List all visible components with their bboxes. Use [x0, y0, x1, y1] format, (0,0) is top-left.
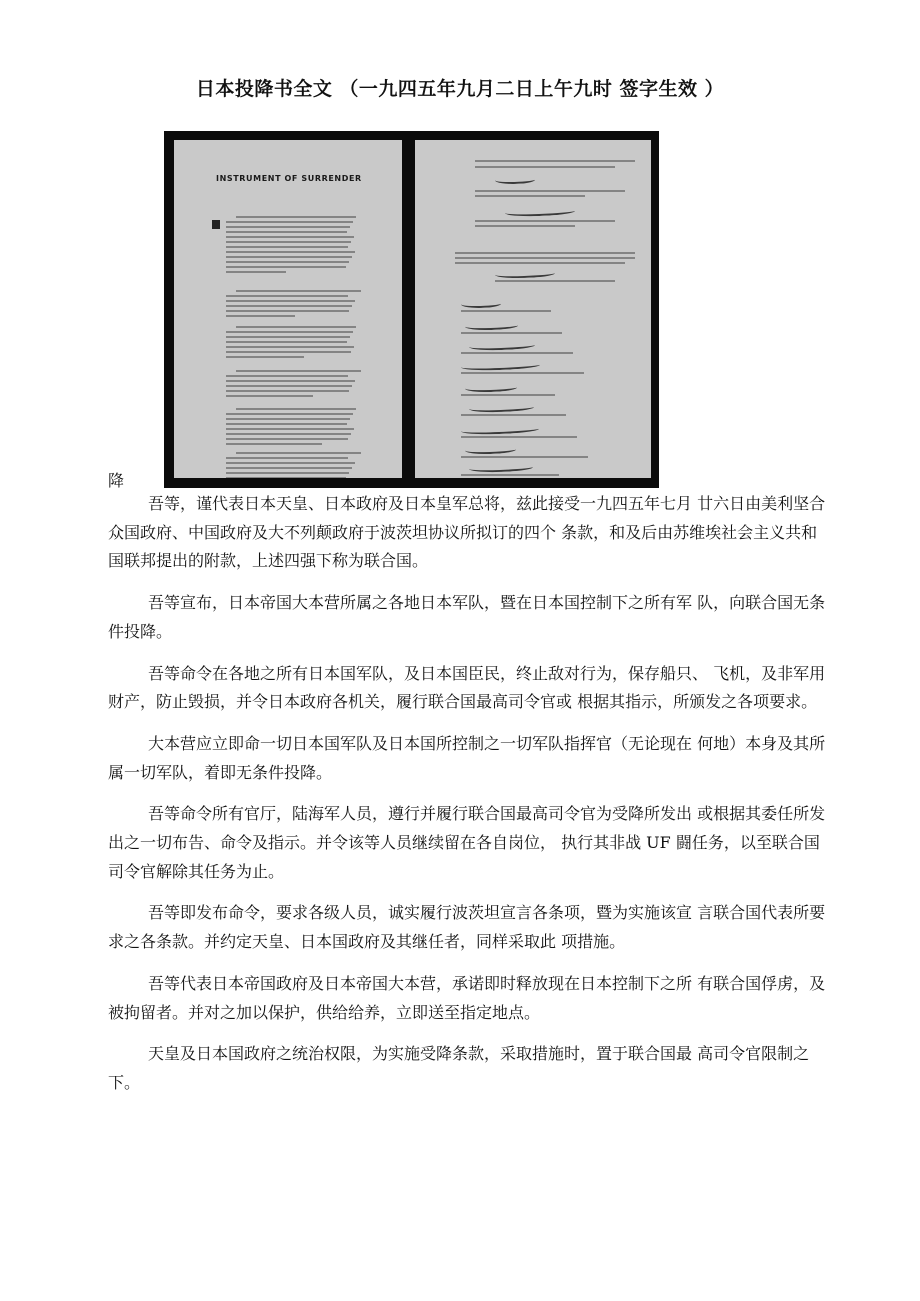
signature-mark: [465, 383, 517, 394]
photo-text-line: [226, 472, 349, 474]
photo-text-line: [226, 251, 355, 253]
photo-text-line: [475, 160, 635, 162]
photo-text-line: [455, 252, 635, 254]
signature-mark: [469, 340, 535, 351]
photo-text-line: [226, 310, 349, 312]
surrender-document-photo: [164, 131, 659, 488]
paragraph: 天皇及日本国政府之统治权限，为实施受降条款，采取措施时，置于联合国最 高司令官限制之下。: [108, 1044, 810, 1092]
photo-left-page: [174, 140, 402, 478]
photo-text-line: [455, 257, 635, 259]
photo-text-line: [226, 443, 322, 445]
photo-text-line: [461, 436, 577, 438]
document-title: 日本投降书全文 （一九四五年九月二日上午九时 签字生效 ）: [195, 78, 725, 100]
photo-text-line: [226, 351, 351, 353]
photo-text-line: [226, 246, 348, 248]
paragraph: 吾等命令所有官厅，陆海军人员，遵行并履行联合国最高司令官为受降所发出 或根据其委任所发出之一切布告、命令及指示。并令该等人员继续留在各自岗位， 执行其非战 UF 闘任务，以至联合国司令官解除其任务为止。: [108, 804, 826, 881]
photo-text-line: [226, 295, 348, 297]
photo-text-line: [226, 380, 355, 382]
photo-text-line: [226, 438, 348, 440]
photo-text-line: [226, 428, 354, 430]
paragraph: 大本营应立即命一切日本国军队及日本国所控制之一切军队指挥官（无论现在 何地）本身及其所属一切军队，着即无条件投降。: [108, 733, 826, 782]
photo-text-line: [475, 166, 615, 168]
photo-text-line: [461, 352, 573, 354]
photo-text-line: [226, 433, 351, 435]
photo-text-line: [461, 394, 555, 396]
photo-text-line: [226, 221, 353, 223]
photo-text-line: [461, 414, 566, 416]
photo-text-line: [226, 413, 353, 415]
photo-text-line: [226, 341, 347, 343]
signature-mark: [469, 462, 533, 473]
photo-text-line: [495, 280, 615, 282]
photo-text-line: [236, 290, 361, 292]
photo-text-line: [226, 305, 352, 307]
photo-text-line: [226, 226, 350, 228]
signature-mark: [495, 175, 535, 185]
photo-text-line: [461, 310, 551, 312]
seal-mark: [212, 220, 220, 229]
photo-text-line: [226, 266, 346, 268]
photo-text-line: [461, 372, 584, 374]
photo-text-line: [461, 332, 562, 334]
photo-text-line: [236, 452, 361, 454]
photo-text-line: [226, 467, 352, 469]
photo-text-line: [226, 423, 347, 425]
image-caption: 降: [108, 471, 125, 490]
photo-text-line: [475, 190, 625, 192]
photo-text-line: [226, 356, 304, 358]
photo-text-line: [226, 375, 348, 377]
signature-mark: [465, 321, 518, 332]
photo-text-line: [475, 195, 585, 197]
photo-text-line: [475, 225, 575, 227]
signature-mark: [505, 206, 575, 218]
photo-page-heading: INSTRUMENT OF SURRENDER: [216, 174, 362, 183]
photo-text-line: [475, 220, 615, 222]
photo-text-line: [226, 477, 346, 478]
signature-mark: [461, 299, 501, 309]
photo-text-line: [236, 370, 361, 372]
photo-text-line: [226, 271, 286, 273]
photo-text-line: [236, 408, 356, 410]
paragraph: 吾等，谨代表日本天皇、日本政府及日本皇军总将，兹此接受一九四五年七月 廿六日由美利坚合众国政府、中国政府及大不列颠政府于波茨坦协议所拟订的四个 条款，和及后由苏维埃社会主义共和国联邦提出的附款，上述四强下称为联合国。: [108, 494, 826, 571]
photo-text-line: [226, 336, 350, 338]
photo-text-line: [226, 261, 349, 263]
photo-text-line: [226, 457, 348, 459]
photo-text-line: [455, 262, 625, 264]
photo-text-line: [236, 326, 356, 328]
paragraph: 吾等宣布，日本帝国大本营所属之各地日本军队，暨在日本国控制下之所有军 队，向联合国无条件投降。: [108, 593, 826, 641]
photo-text-line: [226, 315, 295, 317]
photo-text-line: [226, 395, 313, 397]
photo-right-page: [415, 140, 651, 478]
photo-text-line: [461, 456, 588, 458]
paragraph: 吾等即发布命令，要求各级人员，诚实履行波茨坦宣言各条项，暨为实施该宣 言联合国代表所要求之各条款。并约定天皇、日本国政府及其继任者，同样采取此 项措施。: [108, 903, 826, 952]
photo-text-line: [226, 418, 350, 420]
photo-text-line: [226, 256, 352, 258]
signature-mark: [461, 360, 540, 372]
photo-text-line: [226, 241, 351, 243]
signature-mark: [461, 424, 539, 436]
paragraph: 吾等命令在各地之所有日本国军队，及日本国臣民，终止敌对行为，保存船只、 飞机，及非军用财产，防止毁损，并令日本政府各机关，履行联合国最高司令官或 根据其指示，所颁发之各项要求。: [108, 663, 826, 712]
photo-text-line: [226, 390, 349, 392]
signature-mark: [465, 445, 516, 456]
photo-text-line: [226, 300, 355, 302]
signature-mark: [469, 402, 534, 413]
photo-text-line: [236, 216, 356, 218]
photo-text-line: [226, 231, 347, 233]
photo-text-line: [461, 474, 559, 476]
photo-text-line: [226, 385, 352, 387]
body-text: [108, 490, 828, 1111]
photo-text-line: [226, 462, 355, 464]
photo-text-line: [226, 346, 354, 348]
paragraph: 吾等代表日本帝国政府及日本帝国大本营，承诺即时释放现在日本控制下之所 有联合国俘虏，及被拘留者。并对之加以保护，供给给养，立即送至指定地点。: [108, 973, 826, 1022]
photo-text-line: [226, 236, 354, 238]
signature-mark: [495, 268, 555, 279]
photo-text-line: [226, 331, 353, 333]
